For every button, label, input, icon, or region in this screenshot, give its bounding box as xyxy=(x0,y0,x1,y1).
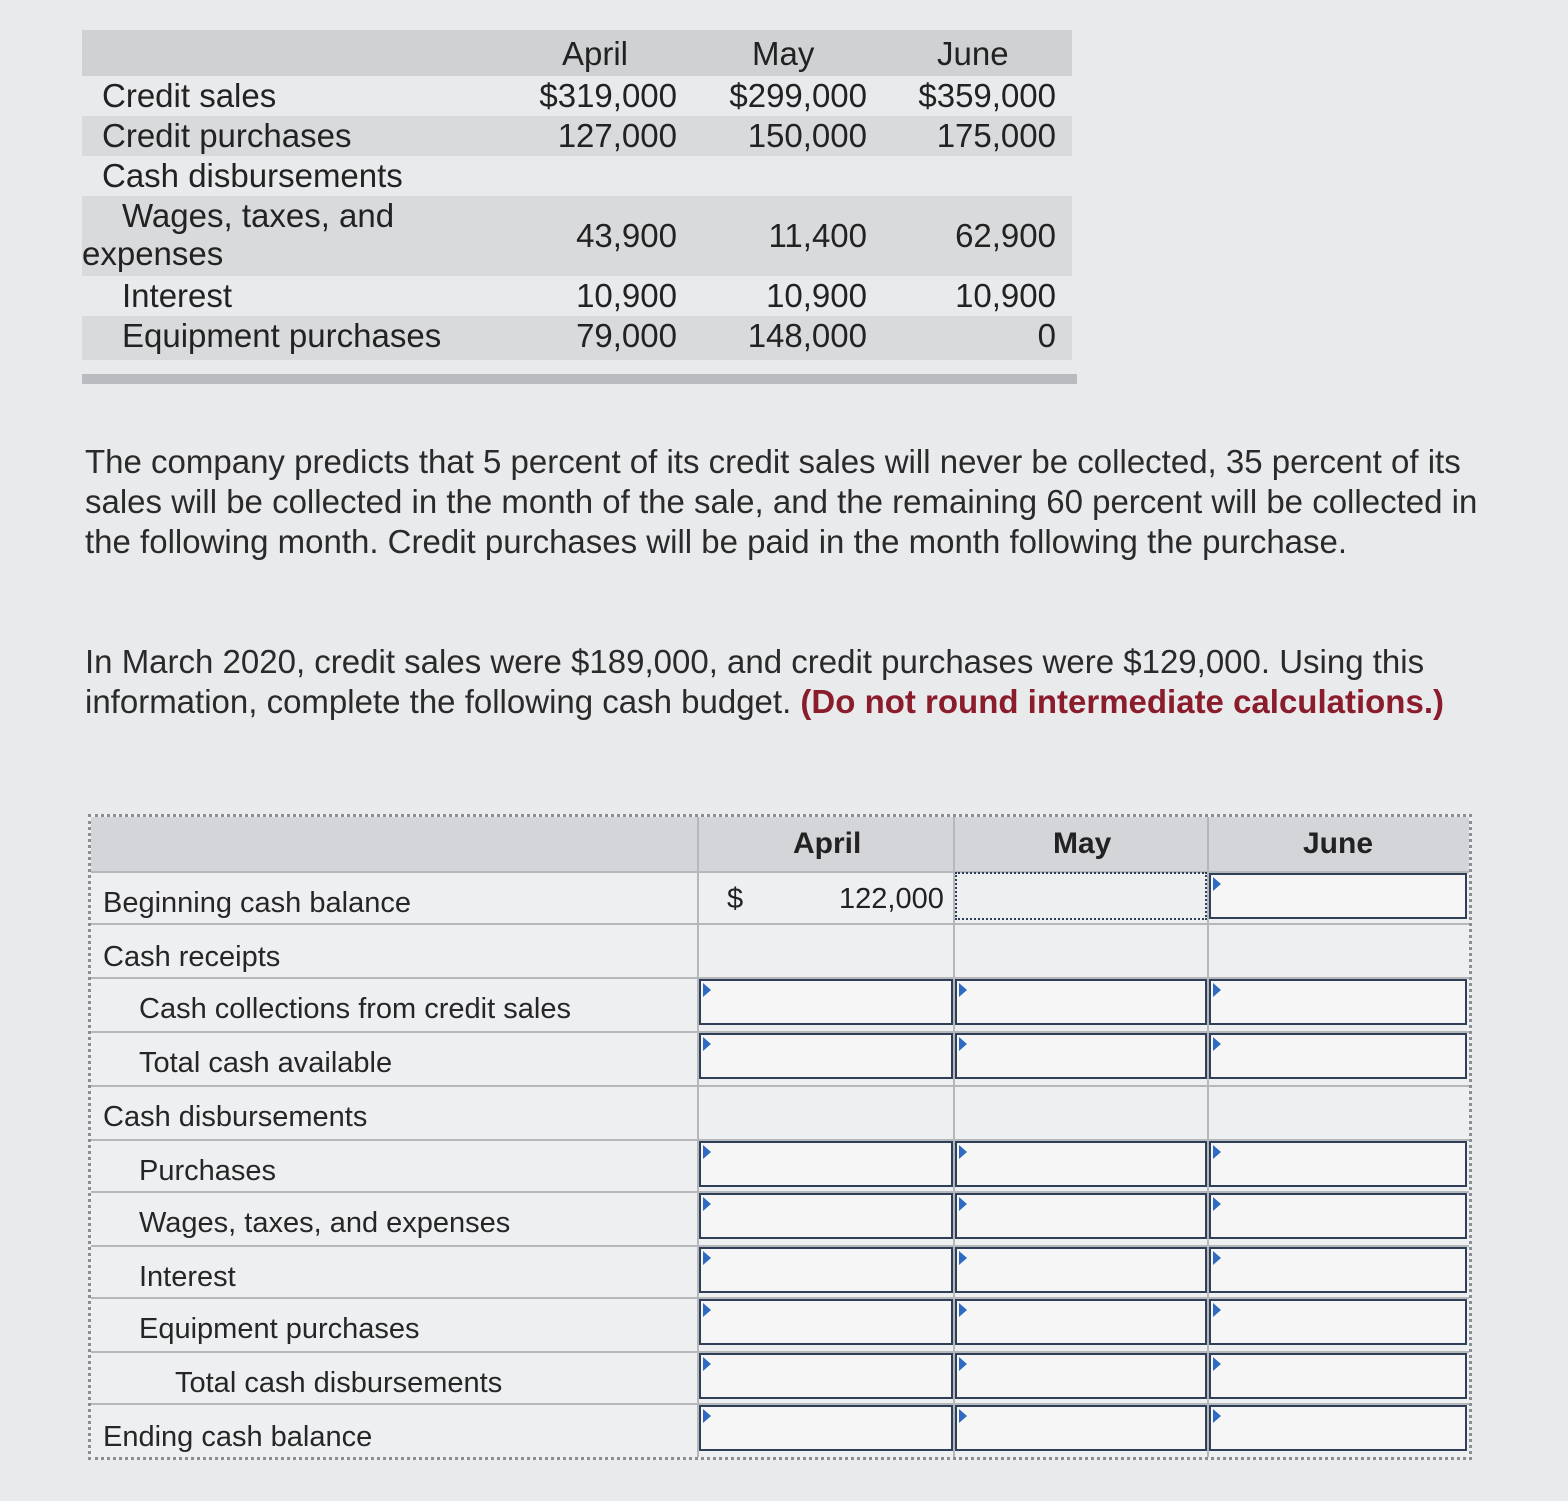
label-cash-receipts: Cash receipts xyxy=(103,941,281,973)
value-cell: 11,400 xyxy=(768,217,867,254)
purchases-may-input[interactable] xyxy=(955,1141,1207,1187)
equipment-may-input[interactable] xyxy=(955,1299,1207,1345)
col-may: May xyxy=(1053,827,1112,860)
label-interest: Interest xyxy=(139,1261,236,1293)
instruction-text: In March 2020, credit sales were $189,000, and credit purchases were $129,000. Using this information, complete the following cash budget. xyxy=(85,643,1425,720)
interest-may-input[interactable] xyxy=(955,1247,1207,1293)
row-credit-sales xyxy=(82,76,1072,116)
row-label: Interest xyxy=(122,277,233,314)
input-marker-icon xyxy=(959,983,967,997)
collections-april-input[interactable] xyxy=(699,979,953,1025)
input-marker-icon xyxy=(1213,877,1221,891)
beginning-balance-june-input[interactable] xyxy=(1209,873,1467,919)
ending-balance-june-input[interactable] xyxy=(1209,1405,1467,1451)
value-cell: $359,000 xyxy=(918,77,1056,114)
input-marker-icon xyxy=(959,1251,967,1265)
value-cell: 10,900 xyxy=(955,277,1056,314)
value-cell: 10,900 xyxy=(766,277,867,314)
row-interest xyxy=(82,276,1072,316)
input-marker-icon xyxy=(1213,1197,1221,1211)
row-label: Cash disbursements xyxy=(102,157,403,194)
table-bottom-rule xyxy=(82,374,1077,384)
input-marker-icon xyxy=(703,1037,711,1051)
total-disbursements-may-input[interactable] xyxy=(955,1353,1207,1399)
input-marker-icon xyxy=(1213,1145,1221,1159)
wages-may-input[interactable] xyxy=(955,1193,1207,1239)
input-marker-icon xyxy=(703,1251,711,1265)
equipment-april-input[interactable] xyxy=(699,1299,953,1345)
input-marker-icon xyxy=(703,983,711,997)
value-cell: $299,000 xyxy=(729,77,867,114)
input-marker-icon xyxy=(703,1145,711,1159)
total-disbursements-june-input[interactable] xyxy=(1209,1353,1467,1399)
rounding-note: (Do not round intermediate calculations.) xyxy=(800,683,1444,720)
input-marker-icon xyxy=(959,1409,967,1423)
currency-symbol: $ xyxy=(727,883,744,915)
ending-balance-april-input[interactable] xyxy=(699,1405,953,1451)
equipment-june-input[interactable] xyxy=(1209,1299,1467,1345)
purchases-june-input[interactable] xyxy=(1209,1141,1467,1187)
row-label: Credit purchases xyxy=(102,117,352,154)
value-cell: $319,000 xyxy=(539,77,677,114)
row-wages xyxy=(82,196,1072,276)
input-marker-icon xyxy=(959,1357,967,1371)
interest-june-input[interactable] xyxy=(1209,1247,1467,1293)
value-cell: 62,900 xyxy=(955,217,1056,254)
row-cash-disbursements xyxy=(82,156,1072,196)
label-purchases: Purchases xyxy=(139,1155,277,1187)
input-marker-icon xyxy=(1213,1251,1221,1265)
label-beginning-cash: Beginning cash balance xyxy=(103,887,411,919)
header-may: May xyxy=(752,35,815,72)
label-total-disbursements: Total cash disbursements xyxy=(175,1367,503,1399)
value-cell: 150,000 xyxy=(747,117,867,154)
beginning-balance-april: 122,000 xyxy=(839,883,944,915)
month-header-row xyxy=(82,30,1072,76)
input-marker-icon xyxy=(959,1303,967,1317)
ending-balance-may-input[interactable] xyxy=(955,1405,1207,1451)
input-marker-icon xyxy=(703,1357,711,1371)
total-available-may-input[interactable] xyxy=(955,1033,1207,1079)
value-cell: 127,000 xyxy=(557,117,677,154)
total-available-april-input[interactable] xyxy=(699,1033,953,1079)
row-label-continued: expenses xyxy=(82,235,224,272)
collections-may-input[interactable] xyxy=(955,979,1207,1025)
value-cell: 148,000 xyxy=(747,317,867,354)
value-cell: 0 xyxy=(1037,317,1056,354)
input-marker-icon xyxy=(1213,983,1221,997)
wages-april-input[interactable] xyxy=(699,1193,953,1239)
collections-june-input[interactable] xyxy=(1209,979,1467,1025)
beginning-balance-may xyxy=(955,872,1207,920)
input-marker-icon xyxy=(959,1197,967,1211)
label-total-available: Total cash available xyxy=(139,1047,393,1079)
interest-april-input[interactable] xyxy=(699,1247,953,1293)
input-marker-icon xyxy=(703,1303,711,1317)
row-divider xyxy=(91,923,1469,925)
value-cell: 175,000 xyxy=(936,117,1056,154)
input-marker-icon xyxy=(1213,1037,1221,1051)
value-cell: 43,900 xyxy=(576,217,677,254)
budget-header-row xyxy=(91,817,1469,871)
col-april: April xyxy=(793,827,862,860)
purchases-april-input[interactable] xyxy=(699,1141,953,1187)
cash-budget-table xyxy=(88,814,1472,1460)
value-cell: 79,000 xyxy=(576,317,677,354)
row-credit-purchases xyxy=(82,116,1072,156)
wages-june-input[interactable] xyxy=(1209,1193,1467,1239)
total-disbursements-april-input[interactable] xyxy=(699,1353,953,1399)
row-divider xyxy=(91,1085,1469,1087)
value-cell: 10,900 xyxy=(576,277,677,314)
problem-text-1: The company predicts that 5 percent of its credit sales will never be collected, 35 percent of its sales will be collected in the month of the sale, and the remaining 60 percent will be collected in the following month. Credit purchases will be paid in the month following the purchase. xyxy=(85,443,1478,560)
input-marker-icon xyxy=(1213,1409,1221,1423)
header-april: April xyxy=(562,35,629,72)
input-marker-icon xyxy=(959,1145,967,1159)
label-collections: Cash collections from credit sales xyxy=(139,993,571,1025)
input-marker-icon xyxy=(703,1409,711,1423)
label-ending-cash: Ending cash balance xyxy=(103,1421,373,1453)
input-marker-icon xyxy=(1213,1303,1221,1317)
row-label: Credit sales xyxy=(102,77,277,114)
header-june: June xyxy=(937,35,1009,72)
row-label: Equipment purchases xyxy=(122,317,442,354)
row-equipment xyxy=(82,316,1072,360)
col-june: June xyxy=(1303,827,1374,860)
label-wages: Wages, taxes, and expenses xyxy=(139,1207,511,1239)
problem-text-2 xyxy=(85,642,1525,722)
row-label: Wages, taxes, and xyxy=(122,197,395,234)
label-equipment: Equipment purchases xyxy=(139,1313,420,1345)
label-cash-disbursements: Cash disbursements xyxy=(103,1101,368,1133)
total-available-june-input[interactable] xyxy=(1209,1033,1467,1079)
input-marker-icon xyxy=(1213,1357,1221,1371)
input-marker-icon xyxy=(959,1037,967,1051)
input-marker-icon xyxy=(703,1197,711,1211)
given-data-table xyxy=(82,30,1072,360)
